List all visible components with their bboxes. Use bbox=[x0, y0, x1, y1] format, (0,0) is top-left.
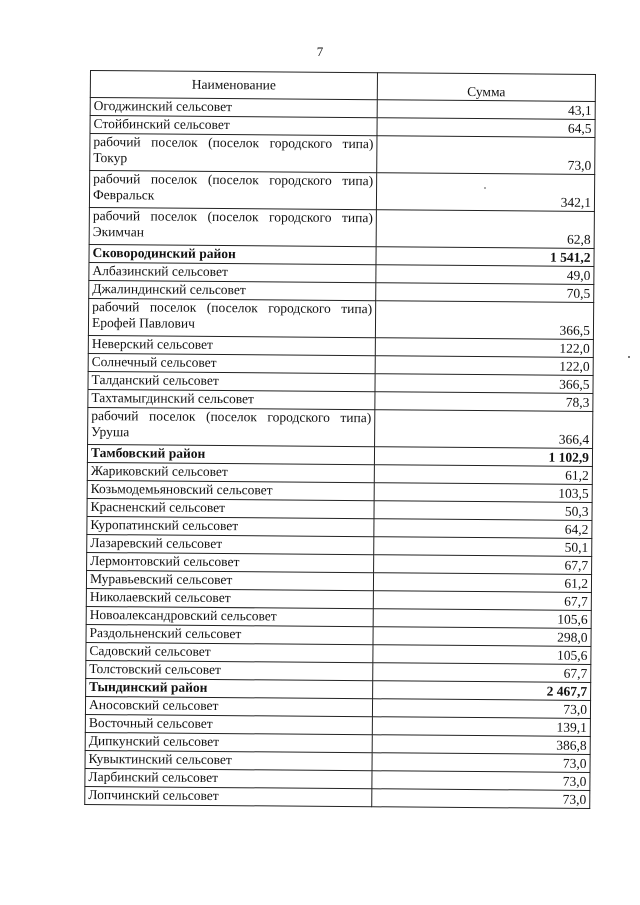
row-name: Лазаревский сельсовет bbox=[87, 534, 374, 554]
row-name: Лермонтовский сельсовет bbox=[87, 552, 374, 572]
header-sum: Сумма bbox=[377, 73, 595, 102]
row-name: Огоджинский сельсовет bbox=[90, 98, 377, 118]
row-sum: 1 541,2 bbox=[376, 247, 594, 267]
row-sum: 50,1 bbox=[374, 537, 592, 557]
row-sum: 122,0 bbox=[375, 338, 593, 358]
row-name: Кувыктинский сельсовет bbox=[85, 750, 372, 770]
table-row bbox=[90, 134, 595, 175]
row-sum: 366,5 bbox=[375, 301, 593, 340]
scan-speck bbox=[484, 187, 486, 189]
row-name: Куропатинский сельсовет bbox=[87, 516, 374, 536]
table-row bbox=[89, 207, 594, 248]
row-name: рабочий поселок (поселок городского типа) Уруша bbox=[88, 407, 375, 446]
row-sum: 105,6 bbox=[373, 645, 591, 665]
table-row bbox=[89, 171, 594, 212]
budget-table bbox=[84, 70, 596, 809]
row-name: Новоалександровский сельсовет bbox=[86, 606, 373, 626]
row-sum: 366,5 bbox=[375, 374, 593, 394]
row-name: рабочий поселок (поселок городского типа) Экимчан bbox=[89, 207, 376, 246]
row-name: Николаевский сельсовет bbox=[86, 588, 373, 608]
table-body bbox=[85, 98, 596, 809]
row-name: рабочий поселок (поселок городского типа) Февральск bbox=[89, 171, 376, 210]
row-name: Красненский сельсовет bbox=[87, 498, 374, 518]
row-sum: 73,0 bbox=[372, 699, 590, 719]
row-name: Неверский сельсовет bbox=[88, 335, 375, 355]
row-sum: 67,7 bbox=[374, 555, 592, 575]
table-row bbox=[85, 786, 590, 808]
table-row bbox=[88, 298, 593, 339]
row-sum: 61,2 bbox=[374, 465, 592, 485]
row-name: Тахтамыгдинский сельсовет bbox=[88, 389, 375, 409]
page-number: 7 bbox=[316, 44, 324, 59]
row-name: Лопчинский сельсовет bbox=[85, 786, 372, 806]
row-sum: 103,5 bbox=[374, 483, 592, 503]
row-name: Муравьевский сельсовет bbox=[86, 570, 373, 590]
scan-speck bbox=[628, 356, 630, 358]
row-sum: 64,5 bbox=[377, 118, 595, 138]
row-name: Албазинский сельсовет bbox=[89, 262, 376, 282]
row-sum: 73,0 bbox=[372, 753, 590, 773]
row-sum: 70,5 bbox=[376, 283, 594, 303]
row-sum: 105,6 bbox=[373, 609, 591, 629]
row-sum: 366,4 bbox=[375, 410, 593, 449]
row-name: Аносовский сельсовет bbox=[85, 696, 372, 716]
row-sum: 61,2 bbox=[373, 573, 591, 593]
row-sum: 67,7 bbox=[373, 591, 591, 611]
row-name: Солнечный сельсовет bbox=[88, 353, 375, 373]
row-name: Тындинский район bbox=[86, 678, 373, 698]
row-name: Талданский сельсовет bbox=[88, 371, 375, 391]
row-sum: 67,7 bbox=[373, 663, 591, 683]
header-name: Наименование bbox=[90, 71, 377, 100]
row-sum: 73,0 bbox=[377, 136, 595, 175]
row-sum: 1 102,9 bbox=[374, 447, 592, 467]
row-name: Ларбинский сельсовет bbox=[85, 768, 372, 788]
row-name: рабочий поселок (поселок городского типа) Ерофей Павлович bbox=[88, 298, 375, 337]
row-name: Садовский сельсовет bbox=[86, 642, 373, 662]
row-sum: 49,0 bbox=[376, 265, 594, 285]
row-name: рабочий поселок (поселок городского типа) Токур bbox=[90, 134, 377, 173]
row-name: Стойбинский сельсовет bbox=[90, 116, 377, 136]
row-sum: 73,0 bbox=[372, 789, 590, 809]
row-sum: 62,8 bbox=[376, 210, 594, 249]
row-name: Дипкунский сельсовет bbox=[85, 732, 372, 752]
row-sum: 64,2 bbox=[374, 519, 592, 539]
row-sum: 139,1 bbox=[372, 717, 590, 737]
row-sum: 298,0 bbox=[373, 627, 591, 647]
row-name: Восточный сельсовет bbox=[85, 714, 372, 734]
row-sum: 122,0 bbox=[375, 356, 593, 376]
row-name: Толстовский сельсовет bbox=[86, 660, 373, 680]
row-sum: 43,1 bbox=[377, 100, 595, 120]
row-sum: 73,0 bbox=[372, 771, 590, 791]
row-name: Козьмодемьяновский сельсовет bbox=[87, 480, 374, 500]
table-header-row bbox=[90, 71, 595, 102]
row-name: Сковородинский район bbox=[89, 244, 376, 264]
row-sum: 386,8 bbox=[372, 735, 590, 755]
row-sum: 78,3 bbox=[375, 392, 593, 412]
row-sum: 50,3 bbox=[374, 501, 592, 521]
row-sum: 2 467,7 bbox=[373, 681, 591, 701]
row-name: Джалиндинский сельсовет bbox=[89, 280, 376, 300]
row-name: Жариковский сельсовет bbox=[87, 462, 374, 482]
table-row bbox=[88, 407, 593, 448]
row-name: Раздольненский сельсовет bbox=[86, 624, 373, 644]
row-sum: 342,1 bbox=[376, 173, 594, 212]
row-name: Тамбовский район bbox=[87, 444, 374, 464]
